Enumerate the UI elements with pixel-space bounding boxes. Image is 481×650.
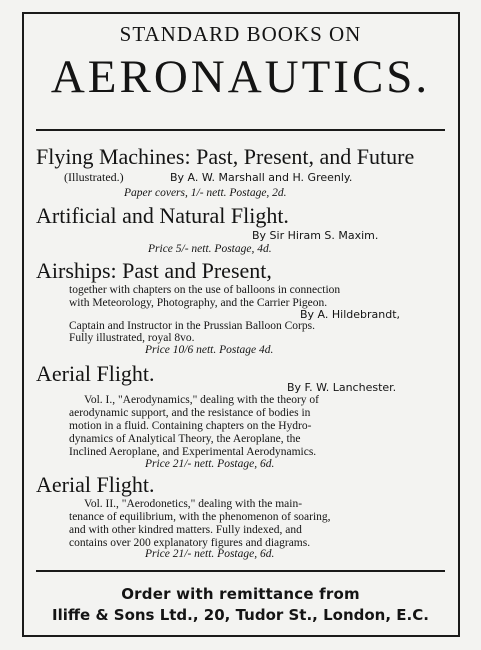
- header-title: AERONAUTICS.: [50, 51, 431, 103]
- book-3-illus: Fully illustrated, royal 8vo.: [69, 332, 195, 344]
- header-line-1: STANDARD BOOKS ON: [119, 22, 362, 46]
- book-1-title: Flying Machines: Past, Present, and Future: [36, 144, 415, 169]
- book-2-title: Artificial and Natural Flight.: [36, 203, 289, 228]
- book-4-desc-3: motion in a fluid. Containing chapters on the Hydro-: [69, 420, 312, 432]
- order-line: Order with remittance from: [121, 585, 360, 603]
- book-4-desc-4: dynamics of Analytical Theory, the Aeroplane, the: [69, 433, 301, 445]
- book-3-title: Airships: Past and Present,: [36, 258, 272, 283]
- book-5-title: Aerial Flight.: [36, 472, 155, 497]
- book-1-price: Paper covers, 1/- nett. Postage, 2d.: [124, 187, 287, 199]
- book-4-desc-1: Vol. I., "Aerodynamics," dealing with the theory of: [84, 394, 319, 406]
- book-3-author: By A. Hildebrandt,: [300, 308, 401, 321]
- bottom-rule: [36, 570, 445, 572]
- book-4-desc-5: Inclined Aeroplane, and Experimental Aerodynamics.: [69, 446, 317, 458]
- book-5-desc-3: and with other kindred matters. Fully indexed, and: [69, 524, 302, 536]
- book-4-price: Price 21/- nett. Postage, 6d.: [145, 458, 275, 470]
- book-4-author: By F. W. Lanchester.: [287, 381, 397, 394]
- book-3-price: Price 10/6 nett. Postage 4d.: [145, 344, 274, 356]
- book-3-author-role: Captain and Instructor in the Prussian Balloon Corps.: [69, 320, 315, 332]
- book-2-author: By Sir Hiram S. Maxim.: [252, 229, 379, 242]
- book-4-title: Aerial Flight.: [36, 361, 155, 386]
- book-1-author: By A. W. Marshall and H. Greenly.: [170, 171, 353, 184]
- book-4-desc-2: aerodynamic support, and the resistance of bodies in: [69, 407, 311, 419]
- top-rule: [36, 129, 445, 131]
- book-5-desc-4: contains over 200 explanatory figures and diagrams.: [69, 537, 311, 549]
- book-5-desc-2: tenance of equilibrium, with the phenomenon of soaring,: [69, 511, 331, 523]
- book-5-price: Price 21/- nett. Postage, 6d.: [145, 548, 275, 560]
- book-3-desc-1: together with chapters on the use of balloons in connection: [69, 284, 341, 296]
- book-2-price: Price 5/- nett. Postage, 4d.: [148, 243, 272, 255]
- book-1-note: (Illustrated.): [64, 170, 124, 184]
- book-3-desc-2: with Meteorology, Photography, and the Carrier Pigeon.: [69, 297, 328, 309]
- publisher-address: Iliffe & Sons Ltd., 20, Tudor St., London, E.C.: [52, 606, 429, 624]
- book-5-desc-1: Vol. II., "Aerodonetics," dealing with the main-: [84, 498, 303, 510]
